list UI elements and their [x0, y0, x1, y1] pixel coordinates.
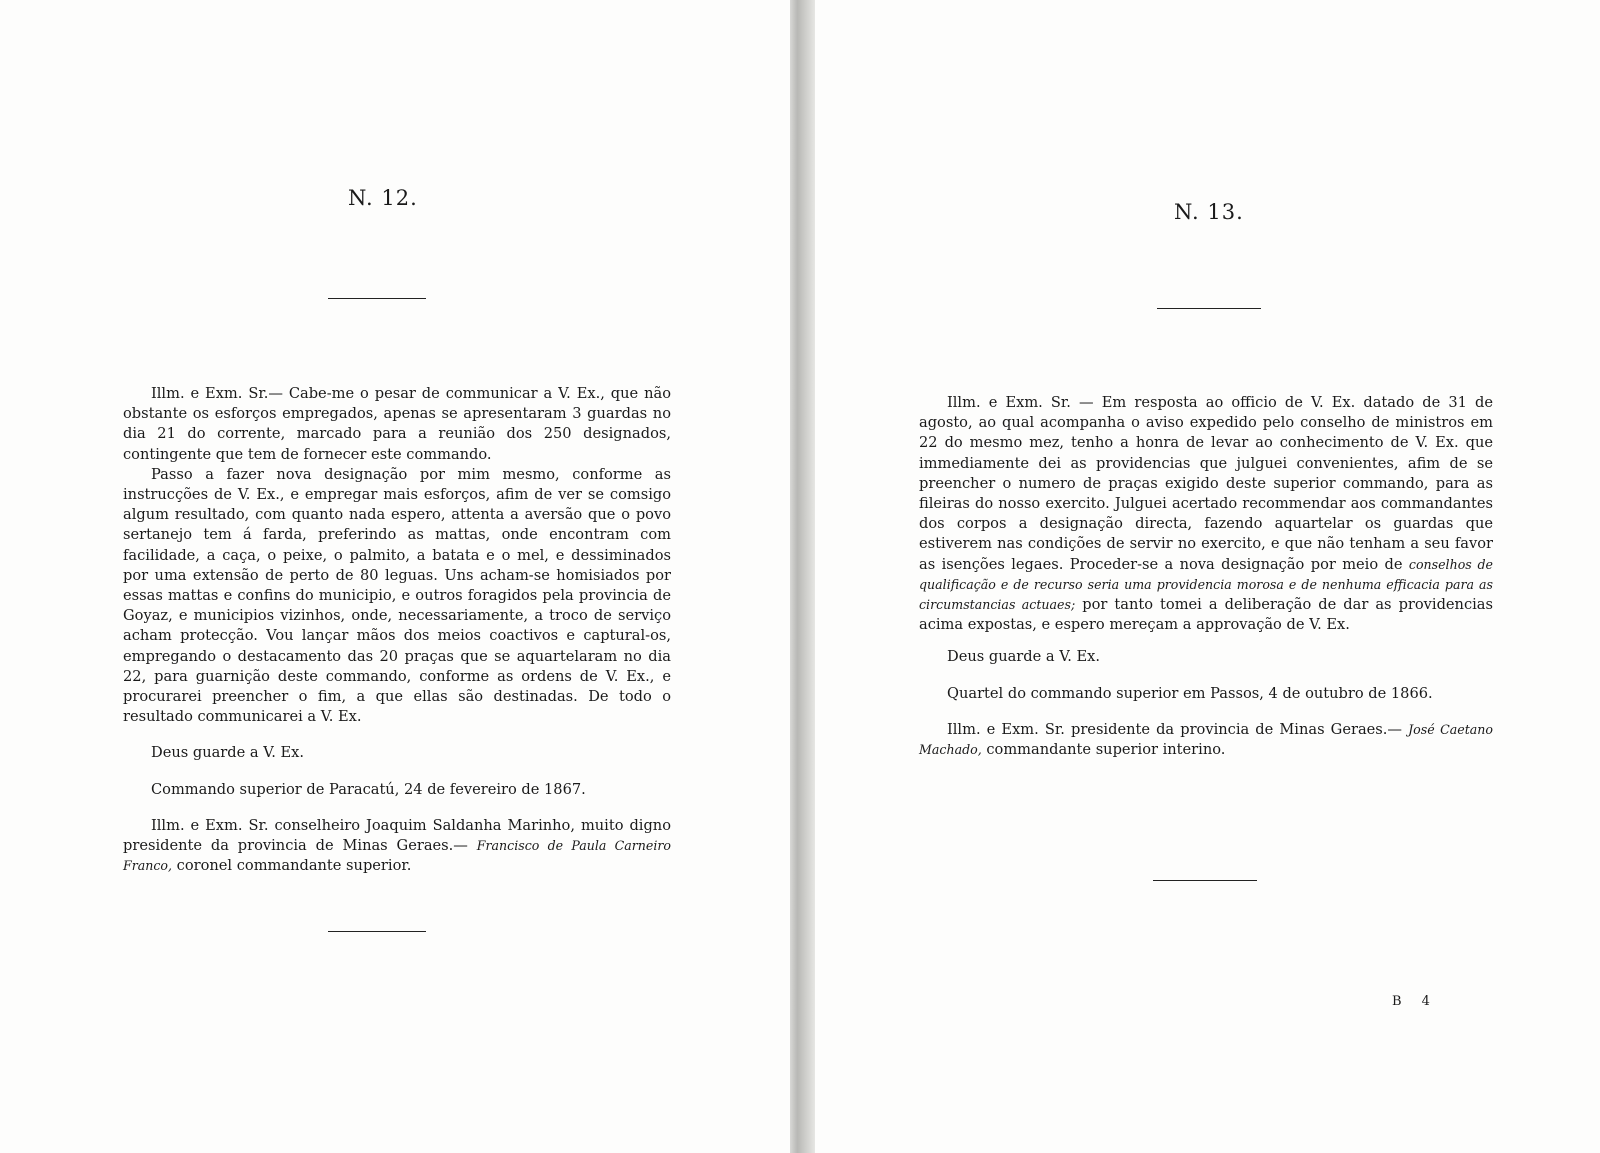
left-page: [0, 0, 790, 1153]
right-signatory: José Caetano Machado,: [919, 721, 1493, 758]
right-closing: Deus guarde a V. Ex.: [947, 648, 1101, 666]
right-place-date: Quartel do commando superior em Passos, 4 de outubro de 1866.: [947, 684, 1433, 702]
left-signatory-title: coronel commandante superior.: [176, 857, 412, 875]
right-paragraph-italic: conselhos de qualificação e de recurso seria uma providencia morosa e de nenhuma efficacia para as circumstancias actuaes;: [919, 556, 1493, 613]
right-paragraph-main: Illm. e Exm. Sr. — Em resposta ao officio de V. Ex. datado de 31 de agosto, ao qual acompanha o aviso expedido pelo conselho de ministros em 22 do mesmo mez, tenho a honra de levar ao conhecimento de V. Ex. que immediamente dei as providencias que julguei convenientes, afim de se preencher o numero de praças exigido deste superior commando, para as fileiras do nosso exercito. Julguei acertado recommendar aos commandantes dos corpos a designação directa, fazendo aquartelar os guardas que estiverem nas condições de servir no exercito, e que não tenham a seu favor as isenções legaes. Proceder-se a nova designação por meio de: [919, 394, 1493, 573]
left-paragraph-1: Illm. e Exm. Sr.— Cabe-me o pesar de communicar a V. Ex., que não obstante os esforços empregados, apenas se apresentaram 3 guardas no dia 21 do corrente, marcado para a reunião dos 250 designados, contingente que tem de fornecer este commando.: [123, 385, 671, 463]
right-letter-body: [919, 393, 1493, 760]
left-signatory: Francisco de Paula Carneiro Franco,: [123, 838, 671, 874]
left-closing-rule: [328, 931, 426, 932]
sheet-signature-mark: B 4: [1392, 994, 1438, 1009]
right-heading-rule: [1157, 308, 1261, 309]
right-paragraph-end: por tanto tomei a deliberação de dar as providencias acima expostas, e espero mereçam a approvação de V. Ex.: [919, 596, 1493, 634]
book-gutter: [790, 0, 815, 1153]
right-signatory-title: commandante superior interino.: [986, 741, 1226, 759]
left-closing: Deus guarde a V. Ex.: [151, 744, 305, 762]
left-paragraph-2: Passo a fazer nova designação por mim mesmo, conforme as instrucções de V. Ex., e empregar mais esforços, afim de ver se comsigo algum resultado, com quanto nada espero, attenta a aversão que o povo sertanejo tem á farda, preferindo as mattas, onde encontram com facilidade, a caça, o peixe, o palmito, a batata e o mel, e dessiminados por uma extensão de perto de 80 leguas. Uns acham-se homisiados por essas mattas e confins do municipio, e outros foragidos pela provincia de Goyaz, e municipios vizinhos, onde, necessariamente, a troco de serviço acham protecção. Vou lançar mãos dos meios coactivos e captural-os, empregando o destacamento das 20 praças que se aquartelaram no dia 22, para guarnição deste commando, conforme as ordens de V. Ex., e procurarei preencher o fim, a que ellas são destinadas. De todo o resultado communicarei a V. Ex.: [123, 465, 671, 726]
left-letter-body: [123, 384, 671, 876]
left-page-heading: N. 12.: [348, 186, 418, 210]
left-address: Illm. e Exm. Sr. conselheiro Joaquim Saldanha Marinho, muito digno presidente da provincia de Minas Geraes.—: [123, 816, 671, 855]
left-address-block: [123, 816, 671, 877]
left-place-date: Commando superior de Paracatú, 24 de fevereiro de 1867.: [151, 780, 586, 798]
right-page: [815, 0, 1600, 1153]
right-closing-rule: [1153, 880, 1257, 881]
right-address-block: [919, 720, 1493, 760]
left-heading-rule: [328, 298, 426, 299]
right-paragraph-1: [919, 393, 1493, 635]
right-page-heading: N. 13.: [1174, 200, 1244, 224]
right-address: Illm. e Exm. Sr. presidente da provincia de Minas Geraes.—: [947, 720, 1402, 738]
